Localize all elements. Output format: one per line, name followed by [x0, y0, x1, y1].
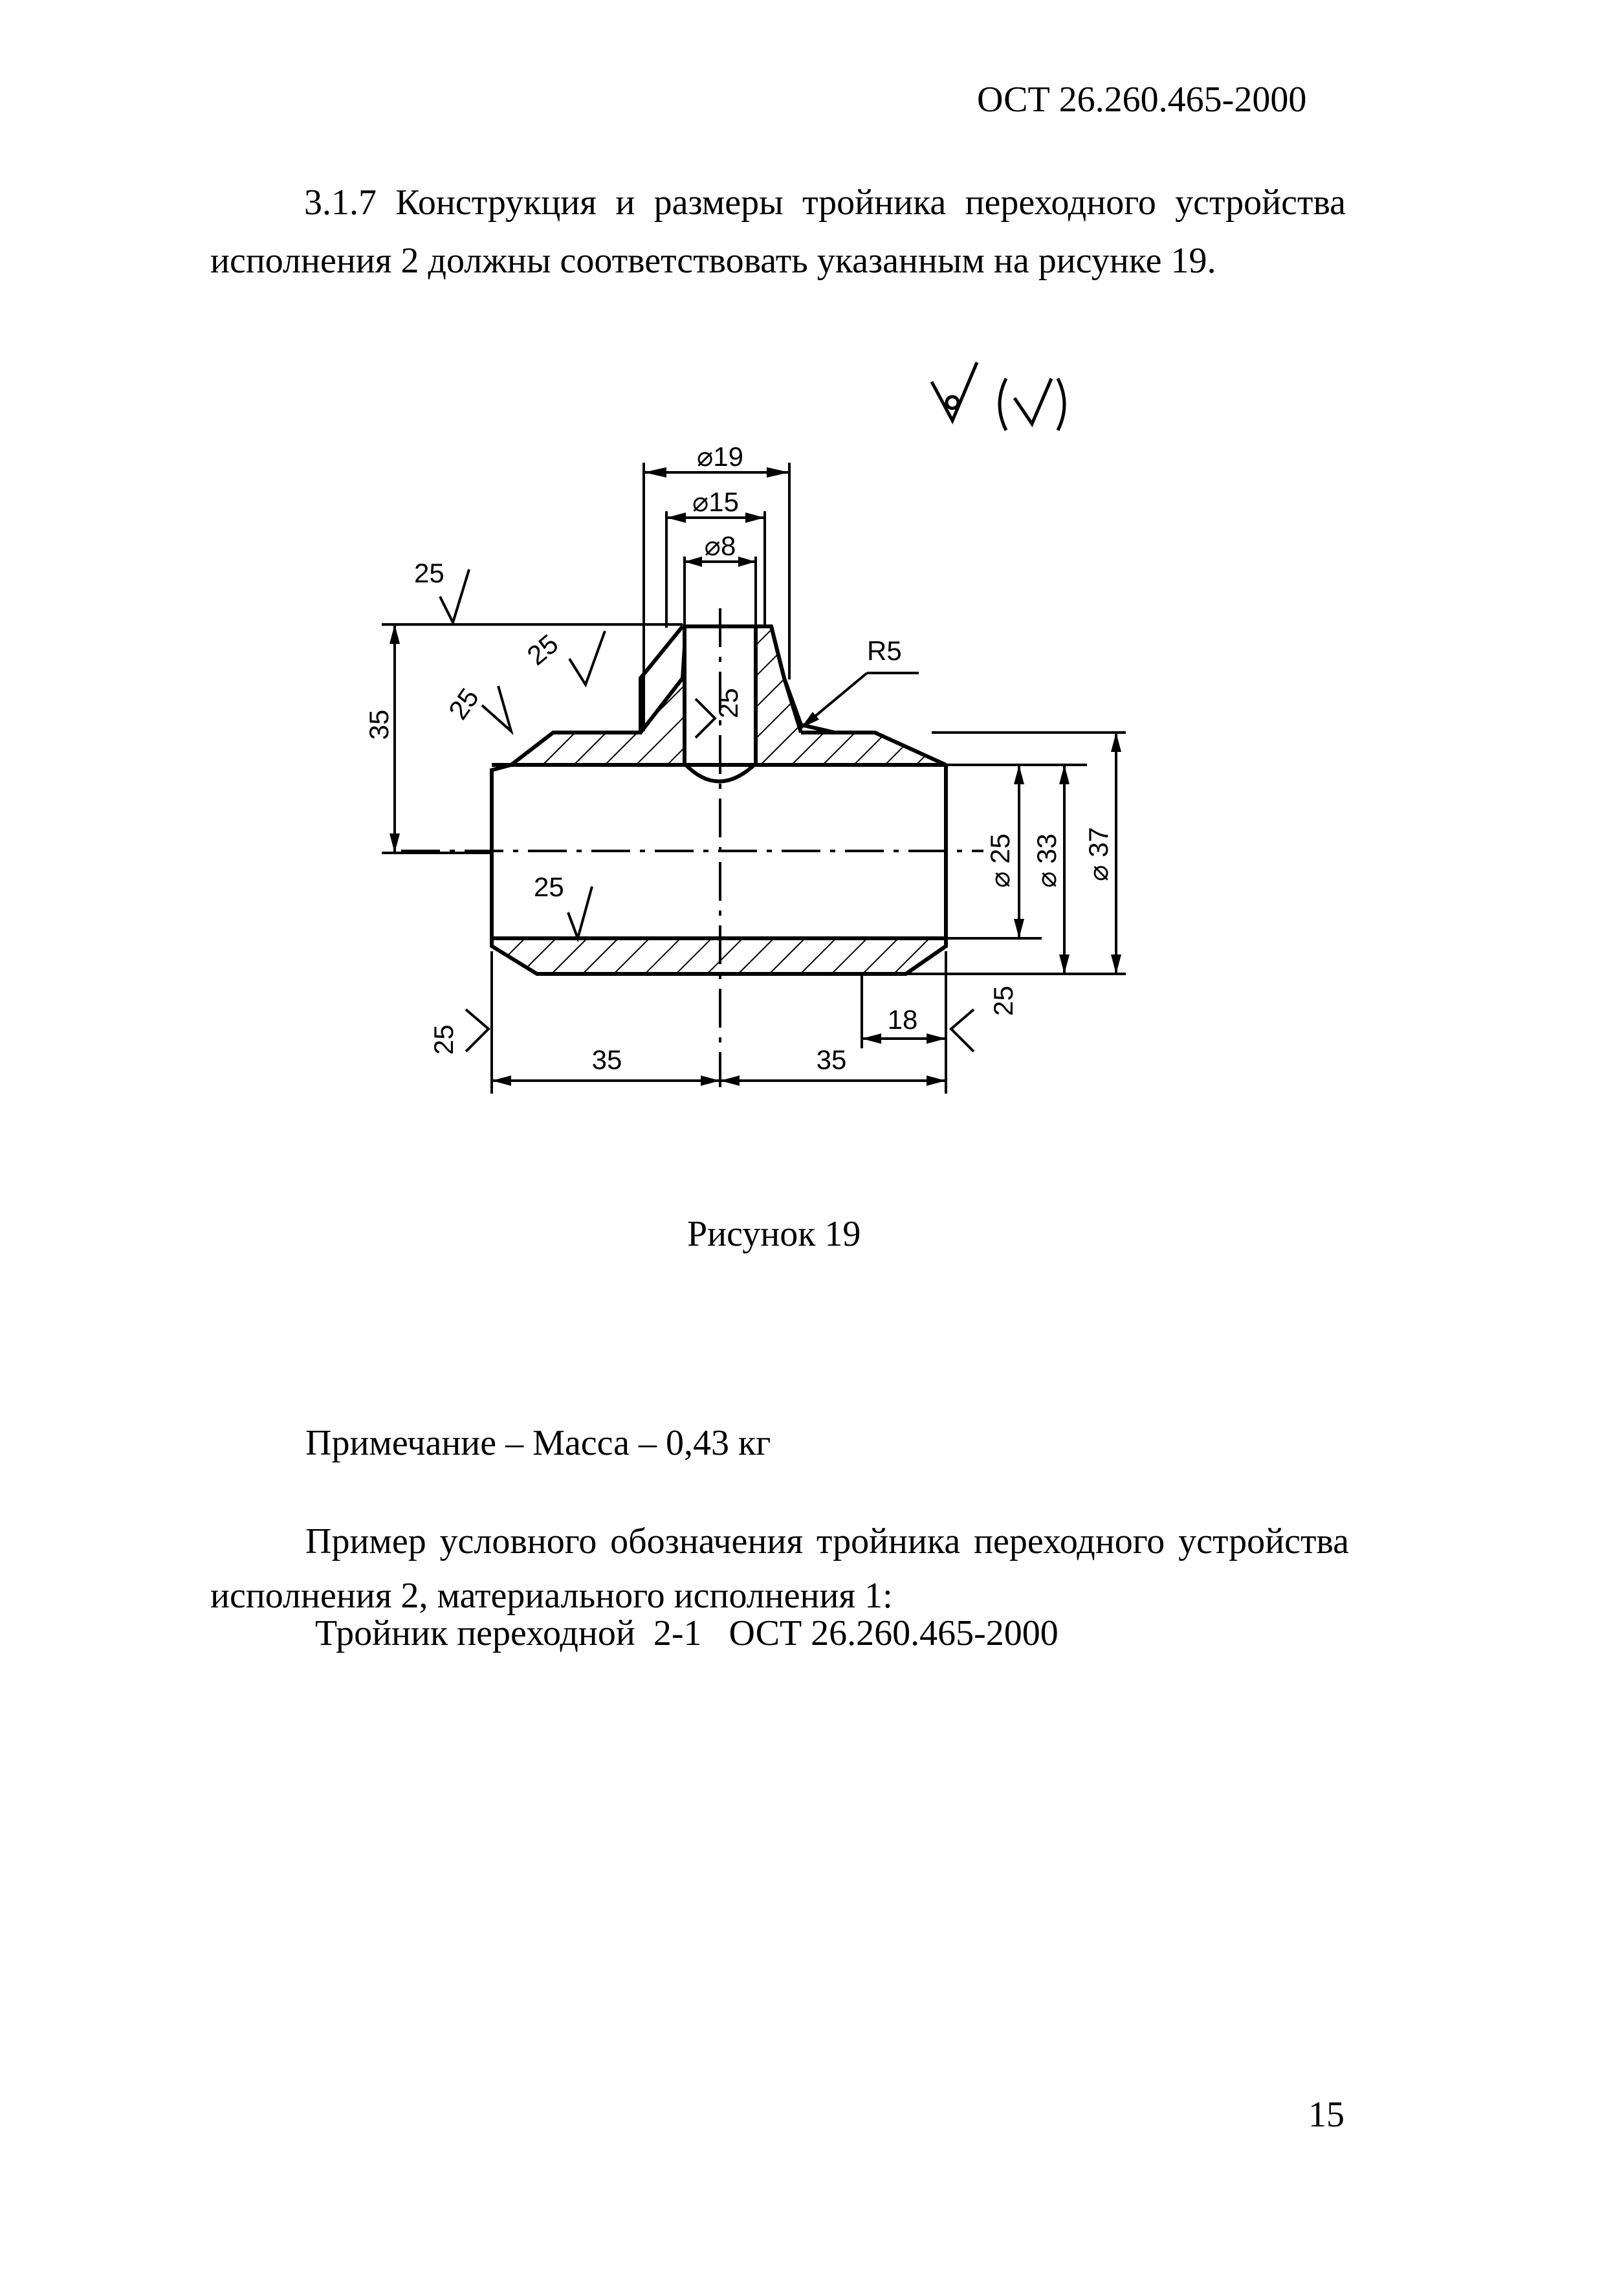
dim-length-18: 18: [887, 1004, 918, 1035]
dim-h35: 35: [364, 709, 394, 740]
roughness-left-end-value: 25: [428, 1024, 459, 1055]
roughness-right-end-value: 25: [988, 986, 1018, 1016]
page-number: 15: [1308, 2095, 1344, 2135]
roughness-top-left-icon: [440, 569, 469, 623]
general-roughness-icon: [932, 362, 1064, 430]
roughness-branch-taper-icon: [569, 631, 605, 685]
roughness-body-taper-value: 25: [442, 682, 485, 725]
figure-caption: Рисунок 19: [687, 1214, 861, 1254]
example-designation: Тройник переходной 2-1 ОСТ 26.260.465-2000: [315, 1613, 1059, 1653]
dim-d19: ⌀19: [696, 441, 744, 472]
dim-length-left: 35: [591, 1044, 622, 1075]
roughness-branch-bore-value: 25: [713, 688, 743, 718]
roughness-main-bore-value: 25: [534, 872, 564, 902]
dim-r5: R5: [867, 635, 902, 666]
roughness-left-end-icon: [466, 1009, 488, 1052]
intro-paragraph: 3.1.7 Конструкция и размеры тройника переходного устройства исполнения 2 должны соответствовать указанным на рисунке 19.: [210, 182, 1346, 281]
dim-length-right: 35: [816, 1044, 847, 1075]
roughness-branch-taper-value: 25: [521, 628, 564, 671]
mass-note: Примечание – Масса – 0,43 кг: [305, 1423, 771, 1463]
document-code: ОСТ 26.260.465-2000: [977, 80, 1307, 120]
dim-d37: ⌀ 37: [1083, 827, 1114, 881]
dim-d25: ⌀ 25: [985, 833, 1015, 888]
roughness-main-bore-icon: [568, 887, 592, 938]
roughness-body-taper-icon: [482, 686, 511, 731]
dim-d15: ⌀15: [692, 487, 740, 517]
dim-d8: ⌀8: [704, 531, 736, 561]
roughness-top-left-value: 25: [414, 558, 444, 588]
example-paragraph: Пример условного обозначения тройника переходного устройства исполнения 2, материального исполнения 1:: [210, 1521, 1349, 1616]
roughness-right-end-icon: [951, 1009, 974, 1052]
dim-d33: ⌀ 33: [1031, 833, 1062, 888]
